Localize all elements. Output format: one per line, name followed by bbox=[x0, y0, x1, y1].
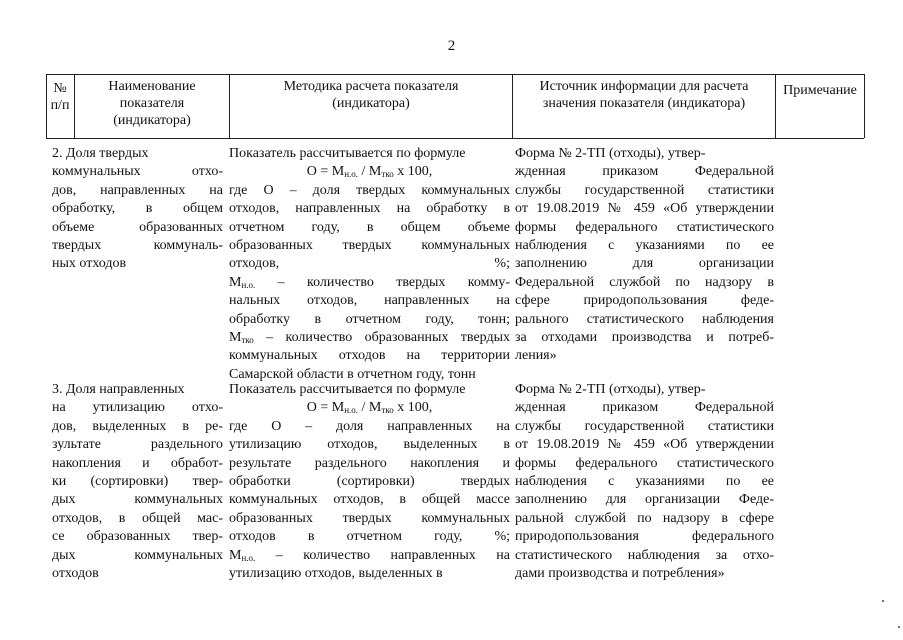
source-line: заполнению для организации bbox=[515, 256, 774, 272]
source-line: Форма № 2-ТП (отходы), утвер- bbox=[515, 382, 706, 397]
header-divider bbox=[229, 74, 230, 138]
header-col-method: Методика расчета показателя (индикатора) bbox=[283, 79, 459, 111]
source-line: Форма № 2-ТП (отходы), утвер- bbox=[515, 146, 706, 161]
method-line: обработки (сортировки) твердых bbox=[229, 473, 510, 489]
method-line: нальных отходов, направленных на bbox=[229, 293, 510, 309]
row-3-source bbox=[515, 381, 774, 583]
method-line: результате раздельного накопления и bbox=[229, 455, 510, 471]
name-line: отходов, в общей мас- bbox=[52, 510, 223, 526]
name-line: отходов bbox=[52, 565, 99, 581]
name-line: коммунальных отхо- bbox=[52, 164, 223, 180]
method-line: утилизацию отходов, выделенных в bbox=[229, 565, 443, 581]
method-line: где О – доля направленных на bbox=[229, 418, 510, 434]
method-line: отходов, %; bbox=[229, 256, 510, 272]
method-line: Показатель рассчитывается по формуле bbox=[229, 146, 466, 161]
method-line: Самарской области в отчетном году, тонн bbox=[229, 366, 476, 382]
method-line: коммунальных отходов на территории bbox=[229, 348, 510, 364]
row-2-source bbox=[515, 145, 774, 366]
name-line: дых коммунальных bbox=[52, 492, 223, 508]
source-line: службы государственной статистики bbox=[515, 418, 774, 434]
scan-speck bbox=[898, 626, 900, 628]
source-line: жденная приказом Федеральной bbox=[515, 164, 774, 180]
name-line: объеме образованных bbox=[52, 219, 223, 235]
method-line: коммунальных отходов, в общей массе bbox=[229, 492, 510, 508]
source-line: формы федерального статистического bbox=[515, 219, 774, 235]
source-line: от 19.08.2019 № 459 «Об утверждении bbox=[515, 201, 774, 217]
source-line: рального статистического наблюдения bbox=[515, 311, 774, 327]
name-line: дых коммунальных bbox=[52, 547, 223, 563]
source-line: заполнению для организации Феде- bbox=[515, 492, 774, 508]
name-line: ки (сортировки) твер- bbox=[52, 473, 223, 489]
row-2-name bbox=[52, 145, 223, 274]
header-bottom-border bbox=[46, 138, 864, 139]
method-line: утилизацию отходов, выделенных в bbox=[229, 437, 510, 453]
source-line: Федеральной службой по надзору в bbox=[515, 274, 774, 290]
name-line: обработку, в общем bbox=[52, 201, 223, 217]
name-line: твердых коммуналь- bbox=[52, 237, 223, 253]
source-line: жденная приказом Федеральной bbox=[515, 400, 774, 416]
method-line: обработку в отчетном году, тонн; bbox=[229, 311, 510, 327]
row-2-method bbox=[229, 145, 510, 384]
method-line: образованных твердых коммунальных bbox=[229, 237, 510, 253]
method-line: отходов в отчетном году, %; bbox=[229, 529, 510, 545]
method-line: $М_{н.о.}$ – количество твердых комму- bbox=[229, 274, 510, 290]
header-col-source: Источник информации для расчета значения показателя (индикатора) bbox=[539, 79, 749, 111]
page-number: 2 bbox=[447, 38, 456, 54]
header-top-border bbox=[46, 74, 864, 75]
method-line: отходов, направленных на обработку в bbox=[229, 201, 510, 217]
header-col-name: Наименование показателя (индикатора) bbox=[108, 79, 196, 128]
source-line: наблюдения с указаниями по ее bbox=[515, 237, 774, 253]
source-line: от 19.08.2019 № 459 «Об утверждении bbox=[515, 437, 774, 453]
name-line: 3. Доля направленных bbox=[52, 382, 185, 397]
name-line: ных отходов bbox=[52, 256, 127, 272]
source-line: наблюдения с указаниями по ее bbox=[515, 473, 774, 489]
header-col-note: Примечание bbox=[783, 83, 857, 98]
name-line: дов, направленных на bbox=[52, 182, 223, 198]
header-divider bbox=[74, 74, 75, 138]
table-header bbox=[46, 74, 864, 138]
header-divider bbox=[864, 74, 865, 138]
method-line: $М_{н.о.}$ – количество направленных на bbox=[229, 547, 510, 563]
source-line: формы федерального статистического bbox=[515, 455, 774, 471]
method-line: $О = М_{н.о.} / М_{тко}$ х 100, bbox=[306, 164, 433, 180]
source-line: дами производства и потребления» bbox=[515, 565, 725, 581]
method-line: где О – доля твердых коммунальных bbox=[229, 182, 510, 198]
source-line: статистического наблюдения за отхо- bbox=[515, 547, 774, 563]
method-line: отчетном году, в общем объеме bbox=[229, 219, 510, 235]
name-line: на утилизацию отхо- bbox=[52, 400, 223, 416]
name-line: 2. Доля твердых bbox=[52, 146, 149, 161]
source-line: службы государственной статистики bbox=[515, 182, 774, 198]
method-line: $М_{тко}$ – количество образованных твердых bbox=[229, 329, 510, 345]
source-line: природопользования федерального bbox=[515, 529, 774, 545]
row-3-method bbox=[229, 381, 510, 583]
source-line: за отходами производства и потреб- bbox=[515, 329, 774, 345]
method-line: $О = М_{н.о.} / М_{тко}$ х 100, bbox=[306, 400, 433, 416]
source-line: сфере природопользования феде- bbox=[515, 293, 774, 309]
scan-speck bbox=[882, 600, 884, 602]
header-col-number: № п/п bbox=[50, 81, 70, 113]
name-line: накопления и обработ- bbox=[52, 455, 223, 471]
header-divider bbox=[512, 74, 513, 138]
name-line: зультате раздельного bbox=[52, 437, 223, 453]
name-line: се образованных твер- bbox=[52, 529, 223, 545]
source-line: ления» bbox=[515, 348, 557, 364]
source-line: ральной службой по надзору в сфере bbox=[515, 510, 774, 526]
method-line: образованных твердых коммунальных bbox=[229, 510, 510, 526]
name-line: дов, выделенных в ре- bbox=[52, 418, 223, 434]
header-divider bbox=[775, 74, 776, 138]
method-line: Показатель рассчитывается по формуле bbox=[229, 382, 466, 397]
row-3-name bbox=[52, 381, 223, 583]
